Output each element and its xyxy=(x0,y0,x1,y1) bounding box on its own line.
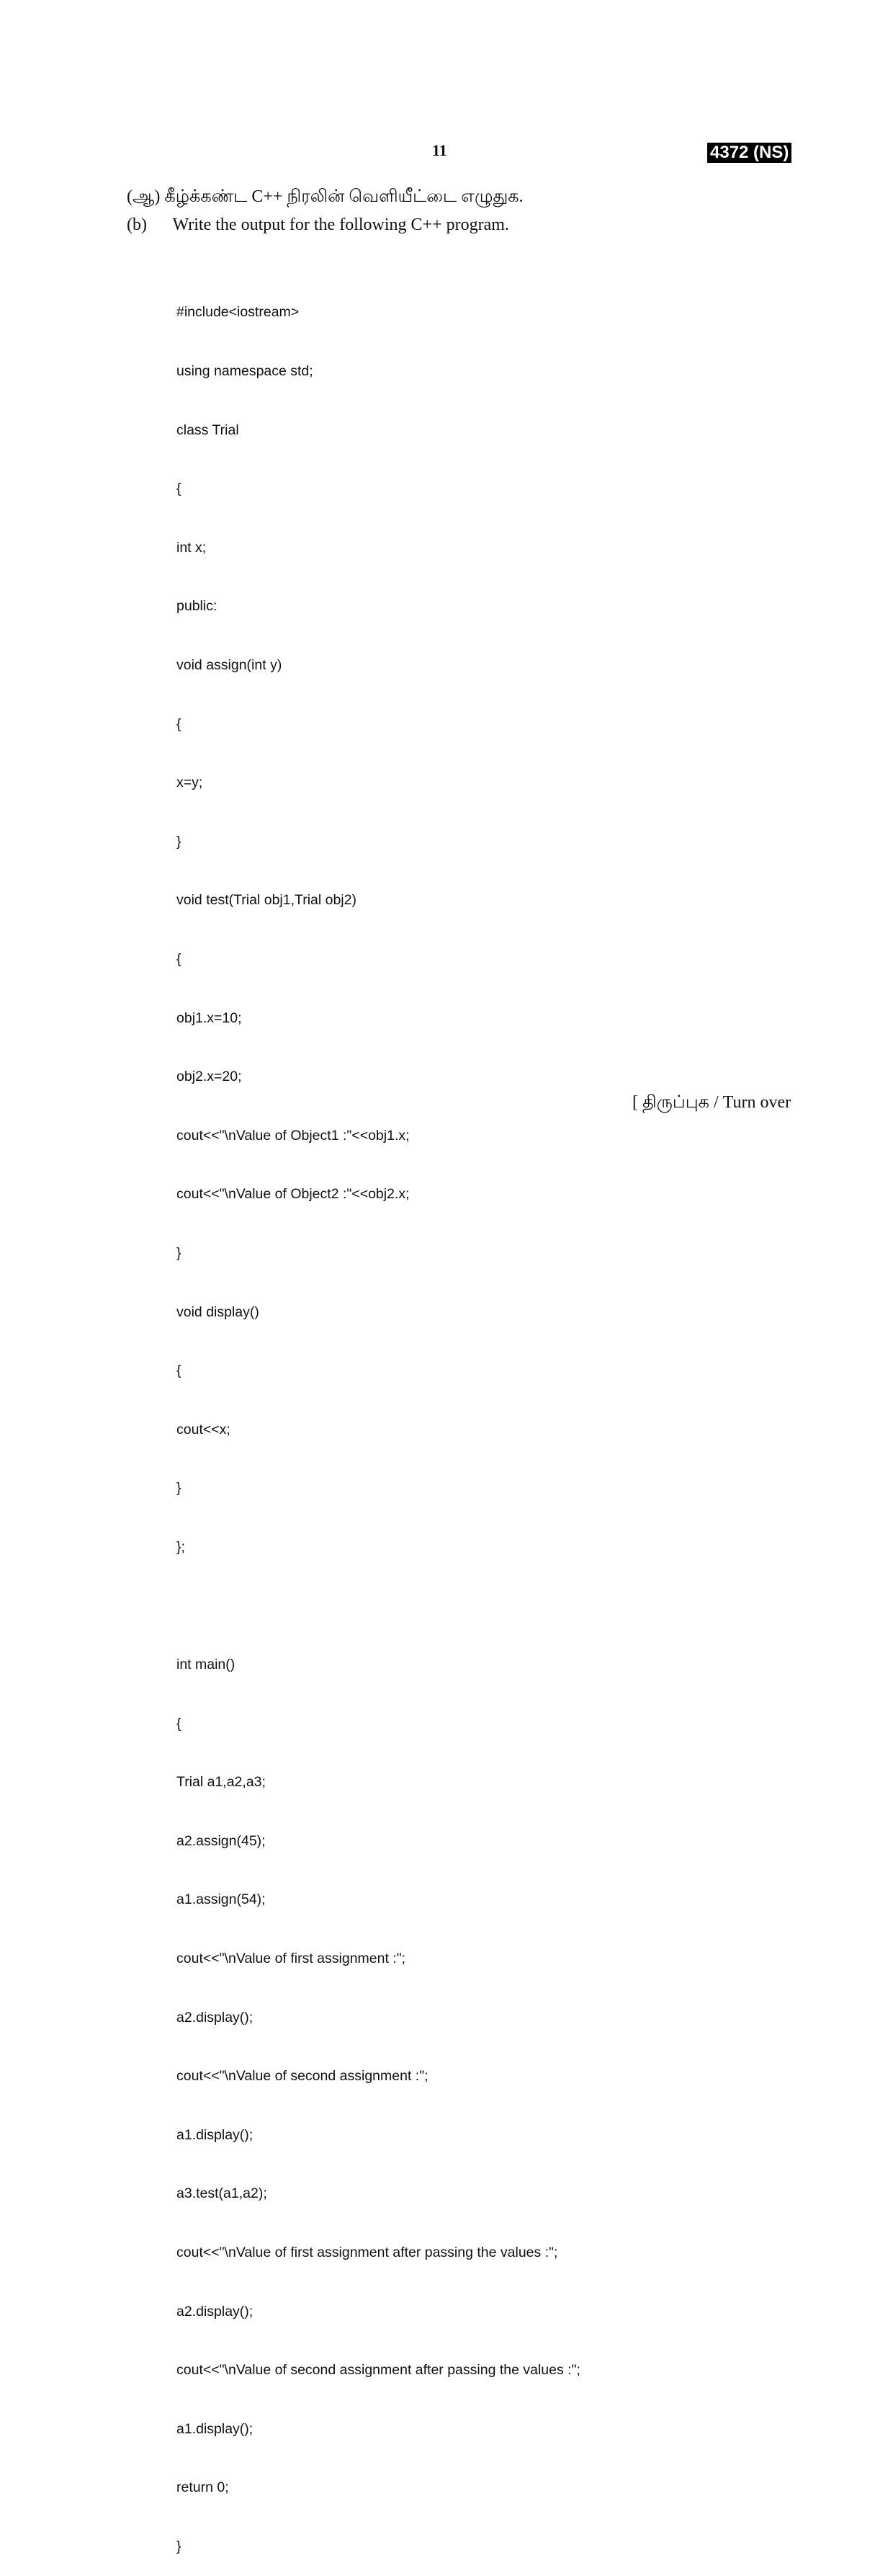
code-line: void test(Trial obj1,Trial obj2) xyxy=(176,892,356,909)
code-line-blank xyxy=(176,1596,580,1615)
code-line: #include<iostream> xyxy=(176,304,300,321)
page-number: 11 xyxy=(432,141,447,159)
code-line: cout<<"\nValue of first assignment :"; xyxy=(176,1951,406,1967)
code-line: int main() xyxy=(176,1657,235,1673)
code-line: class Trial xyxy=(176,422,239,438)
code-line: } xyxy=(176,2538,181,2554)
code-line: { xyxy=(176,950,181,967)
code-line: { xyxy=(176,716,181,732)
code-line: a2.display(); xyxy=(176,2303,253,2319)
code-line: } xyxy=(176,1480,181,1497)
code-line: a1.display(); xyxy=(176,2126,253,2143)
question-text-tamil: கீழ்க்கண்ட C++ நிரலின் வெளியீட்டை எழுதுக. xyxy=(164,187,524,206)
turn-over-footer: [ திருப்புக / Turn over xyxy=(632,1093,791,1112)
code-line: a3.test(a1,a2); xyxy=(176,2185,267,2202)
code-line: cout<<"\nValue of Object1 :"<<obj1.x; xyxy=(176,1127,410,1144)
code-line: cout<<"\nValue of Object2 :"<<obj2.x; xyxy=(176,1186,410,1203)
code-listing xyxy=(176,264,580,2576)
code-line: cout<<x; xyxy=(176,1421,230,1438)
question-marker-tamil: (ஆ) xyxy=(127,187,161,206)
code-line: using namespace std; xyxy=(176,363,313,379)
code-line: cout<<"\nValue of first assignment after passing the values :"; xyxy=(176,2245,558,2260)
code-line: } xyxy=(176,1244,181,1261)
question-marker-english: (b) xyxy=(127,215,147,234)
paper-code-badge: 4372 (NS) xyxy=(707,143,791,163)
code-line: a2.assign(45); xyxy=(176,1832,266,1849)
code-line: obj1.x=10; xyxy=(176,1010,242,1026)
code-line: { xyxy=(176,1715,181,1732)
code-line: Trial a1,a2,a3; xyxy=(176,1774,266,1791)
question-english xyxy=(127,214,509,236)
code-line: return 0; xyxy=(176,2479,229,2496)
code-line: cout<<"\nValue of second assignment :"; xyxy=(176,2068,428,2085)
code-line: { xyxy=(176,481,181,497)
code-line: obj2.x=20; xyxy=(176,1069,242,1085)
code-line: void assign(int y) xyxy=(176,656,282,673)
code-line: a2.display(); xyxy=(176,2009,253,2025)
code-line: a1.assign(54); xyxy=(176,1891,266,1908)
code-line: x=y; xyxy=(176,775,203,791)
code-line: }; xyxy=(176,1538,185,1555)
question-text-english: Write the output for the following C++ program. xyxy=(172,215,509,234)
code-line: a1.display(); xyxy=(176,2420,253,2437)
code-line: public: xyxy=(176,598,217,615)
code-line: } xyxy=(176,833,181,850)
code-line: { xyxy=(176,1363,181,1379)
code-line: void display() xyxy=(176,1303,259,1320)
code-line: int x; xyxy=(176,539,207,556)
code-line: cout<<"\nValue of second assignment after passing the values :"; xyxy=(176,2362,580,2379)
question-tamil xyxy=(127,186,524,208)
